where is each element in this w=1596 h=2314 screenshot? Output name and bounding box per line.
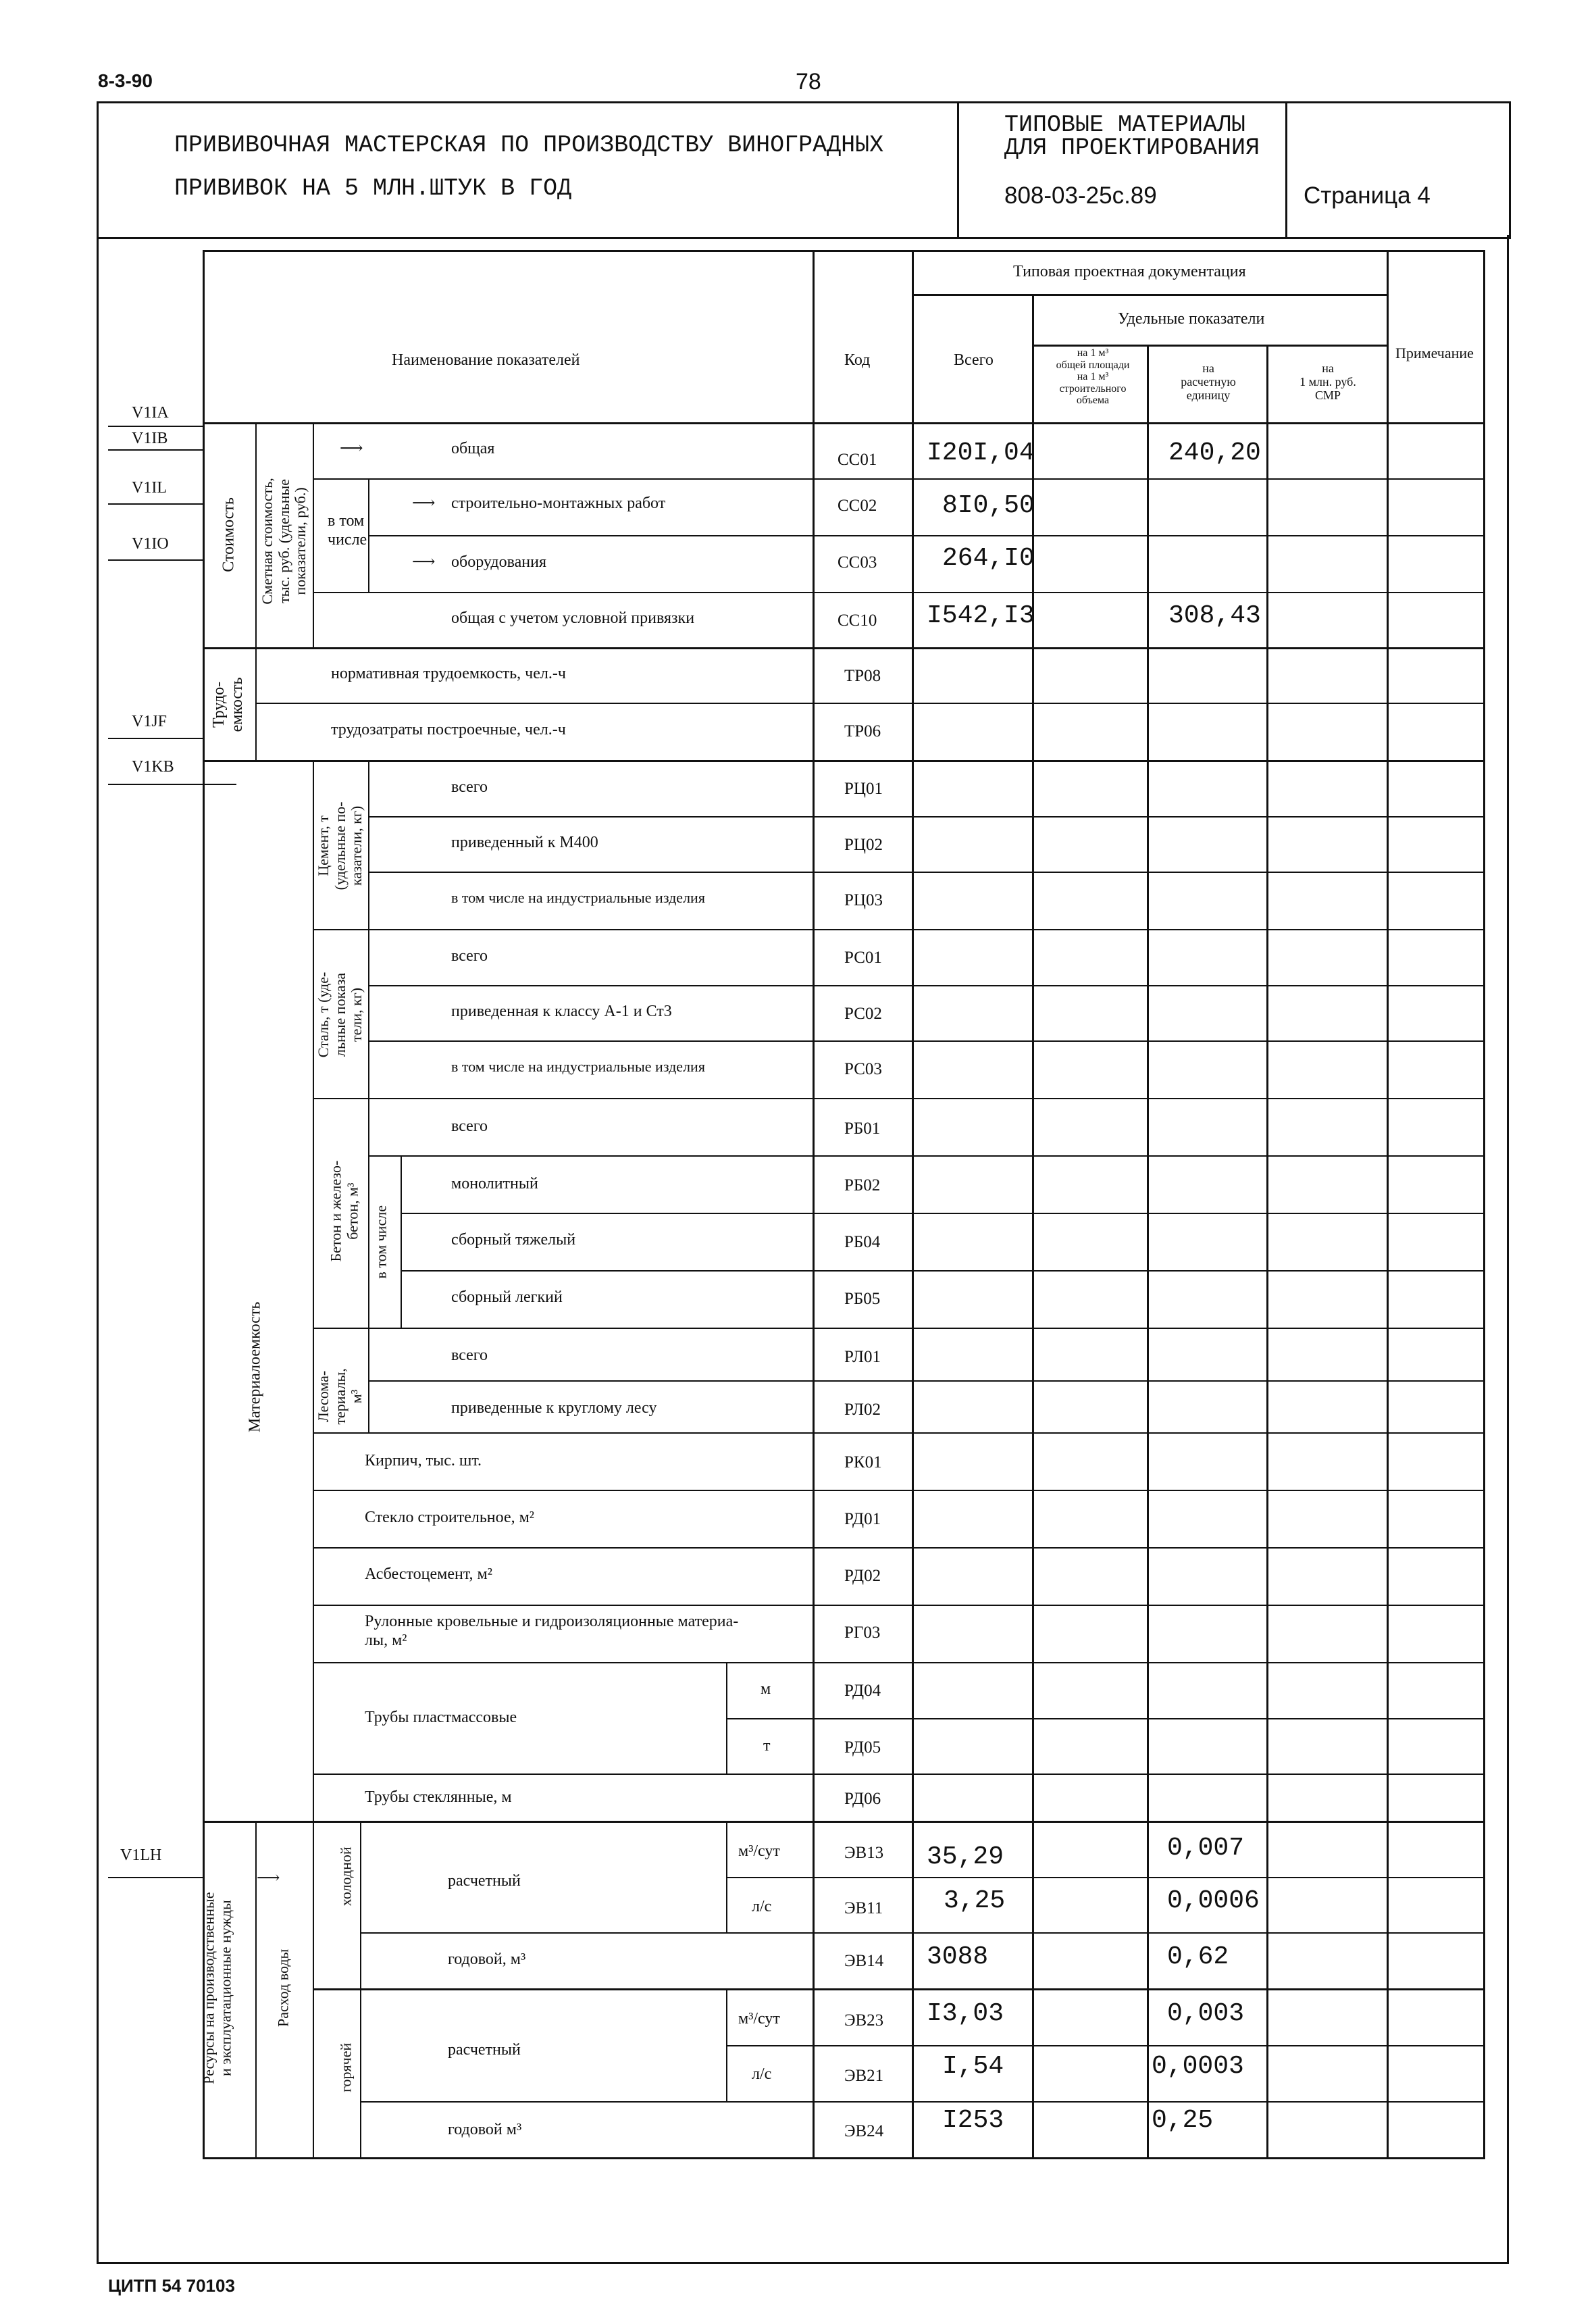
row-rd04-unit: м (761, 1680, 771, 1698)
row-rk01-code: РК01 (844, 1453, 882, 1472)
side-code-v1ib: V1IB (132, 430, 168, 447)
header-tpd: Типовая проектная документация (1013, 263, 1246, 280)
row-ev13-per-unit: 0,007 (1167, 1834, 1245, 1863)
row-cc01-code: СС01 (838, 451, 877, 469)
row-ev14-code: ЭВ14 (844, 1952, 884, 1970)
header-total: Всего (954, 351, 994, 369)
side-code-v1ia: V1IA (132, 404, 169, 422)
row-rd06-code: РД06 (844, 1790, 881, 1808)
group-materials: Материалоемкость (246, 1301, 264, 1433)
row-cc01-total: I20I,04 (927, 438, 1035, 468)
row-rs01-code: РС01 (844, 949, 882, 967)
row-rs02-code: РС02 (844, 1005, 882, 1023)
row-ev14-label: годовой, м³ (448, 1951, 526, 1968)
row-rc01-code: РЦ01 (844, 780, 883, 798)
row-rs01-label: всего (451, 947, 488, 965)
row-ev21-code: ЭВ21 (844, 2067, 884, 2085)
row-rg03-code: РГ03 (844, 1624, 881, 1642)
row-ev11-total: 3,25 (944, 1886, 1006, 1915)
header-per-mln: на 1 млн. руб. СМР (1299, 361, 1356, 402)
header-name: Наименование показателей (392, 351, 580, 369)
document-code: 808-03-25с.89 (1004, 182, 1157, 209)
group-cost: Стоимость (220, 497, 238, 572)
row-ev13-total: 35,29 (927, 1842, 1004, 1871)
row-rl02-code: РЛ02 (844, 1401, 881, 1419)
row-tp06-label: трудозатраты построечные, чел.-ч (331, 721, 566, 738)
row-cc01-label: общая (451, 440, 495, 457)
row-rc03-label: в том числе на индустриальные изделия (451, 889, 705, 906)
row-rc02-code: РЦ02 (844, 836, 883, 854)
row-cc02-total: 8I0,50 (942, 491, 1035, 520)
row-ev23-per-unit: 0,003 (1167, 1999, 1245, 2028)
row-rb02-label: монолитный (451, 1175, 538, 1192)
header-code: Код (844, 351, 871, 369)
row-tp08-code: ТР08 (844, 667, 881, 685)
side-code-v1io: V1IO (132, 535, 169, 553)
row-cc10-label: общая с учетом условной привязки (451, 609, 695, 627)
row-cc10-per-unit: 308,43 (1168, 601, 1261, 630)
header-per-unit: на расчетную единицу (1181, 361, 1236, 402)
row-ev11-per-unit: 0,0006 (1167, 1886, 1260, 1915)
row-ev23-code: ЭВ23 (844, 2011, 884, 2030)
document-title-line2: ПРИВИВОК НА 5 МЛН.ШТУК В ГОД (174, 175, 572, 202)
row-rb01-label: всего (451, 1117, 488, 1135)
row-rb04-code: РБ04 (844, 1233, 881, 1251)
row-rd02-label: Асбестоцемент, м² (365, 1565, 492, 1583)
series-title-line1: ТИПОВЫЕ МАТЕРИАЛЫ (1004, 111, 1246, 139)
group-hot: горячей (337, 2042, 355, 2092)
row-ev21-per-unit: 0,0003 (1152, 2052, 1244, 2081)
row-cc03-code: СС03 (838, 553, 877, 572)
row-rk01-label: Кирпич, тыс. шт. (365, 1452, 482, 1469)
row-rd02-code: РД02 (844, 1567, 881, 1585)
row-tp08-label: нормативная трудоемкость, чел.-ч (331, 665, 566, 682)
side-code-v1lh: V1LH (120, 1846, 162, 1864)
row-ev24-label: годовой м³ (448, 2121, 522, 2138)
row-rb05-code: РБ05 (844, 1290, 881, 1308)
row-cc01-per-unit: 240,20 (1168, 438, 1261, 468)
page-number: 78 (796, 69, 821, 95)
row-cc03-total: 264,I0 (942, 544, 1035, 573)
row-cold-calc-label: расчетный (448, 1872, 521, 1890)
row-pipes-plastic-label: Трубы пластмассовые (365, 1709, 517, 1726)
side-code-v1il: V1IL (132, 479, 167, 497)
row-ev14-total: 3088 (927, 1942, 989, 1971)
row-rb01-code: РБ01 (844, 1120, 881, 1138)
row-ev13-unit: м³/сут (738, 1842, 780, 1860)
title-block (97, 101, 1511, 239)
row-cc02-code: СС02 (838, 497, 877, 515)
row-rl02-label: приведенные к круглому лесу (451, 1399, 657, 1417)
row-rg03-label-line2: лы, м² (365, 1632, 407, 1649)
row-rd05-code: РД05 (844, 1738, 881, 1757)
footer-code: ЦИТП 54 70103 (108, 2275, 235, 2296)
row-rs02-label: приведенная к классу А-1 и Ст3 (451, 1003, 672, 1020)
group-cold: холодной (337, 1846, 355, 1907)
row-rs03-label: в том числе на индустриальные изделия (451, 1058, 705, 1075)
side-code-v1kb: V1KB (132, 758, 174, 776)
header-note: Примечание (1395, 345, 1474, 361)
document-title-line1: ПРИВИВОЧНАЯ МАСТЕРСКАЯ ПО ПРОИЗВОДСТВУ ВИНОГРАДНЫХ (174, 132, 884, 159)
side-code-v1jf: V1JF (132, 713, 168, 730)
row-rb02-code: РБ02 (844, 1176, 881, 1194)
row-rd01-code: РД01 (844, 1510, 881, 1528)
row-ev21-unit: л/с (752, 2065, 772, 2083)
row-rd05-unit: т (763, 1737, 771, 1755)
group-resources: Ресурсы на производственные и эксплуатационные нужды (200, 1892, 234, 2084)
row-rl01-label: всего (451, 1347, 488, 1364)
row-rc03-code: РЦ03 (844, 891, 883, 909)
row-ev24-per-unit: 0,25 (1152, 2106, 1214, 2135)
group-steel: Сталь, т (уде- льные показа тели, кг) (315, 972, 365, 1058)
row-cc10-code: СС10 (838, 611, 877, 630)
row-rd01-label: Стекло строительное, м² (365, 1509, 534, 1526)
group-labor: Трудо- емкость (210, 677, 246, 732)
row-ev14-per-unit: 0,62 (1167, 1942, 1229, 1971)
row-cc10-total: I542,I3 (927, 601, 1035, 630)
row-ev24-total: I253 (942, 2106, 1004, 2135)
row-hot-calc-label: расчетный (448, 2041, 521, 2059)
header-specific: Удельные показатели (1118, 310, 1265, 328)
group-cement: Цемент, т (удельные по- казатели, кг) (315, 801, 365, 890)
row-ev24-code: ЭВ24 (844, 2122, 884, 2140)
row-rb04-label: сборный тяжелый (451, 1231, 576, 1249)
group-timber: Лесома- териалы, м³ (315, 1368, 365, 1425)
top-left-code: 8-3-90 (98, 70, 153, 91)
row-rb05-label: сборный легкий (451, 1288, 563, 1306)
page-label: Страница 4 (1304, 182, 1431, 209)
row-ev11-code: ЭВ11 (844, 1899, 883, 1917)
label-in-total: в том числе (328, 512, 367, 549)
row-cc03-label: оборудования (451, 553, 546, 571)
row-rc01-label: всего (451, 778, 488, 796)
group-water: Расход воды (274, 1948, 292, 2027)
group-concrete: Бетон и железо- бетон, м³ (327, 1160, 361, 1262)
row-ev23-total: I3,03 (927, 1999, 1004, 2028)
row-rl01-code: РЛ01 (844, 1348, 881, 1366)
header-per-m3: на 1 м³ общей площади на 1 м³ строительного объема (1056, 347, 1130, 407)
group-cost-sub: Сметная стоимость, тыс. руб. (удельные показатели, руб.) (259, 478, 309, 605)
row-ev23-unit: м³/сут (738, 2010, 780, 2028)
document-page: 8-3-90 78 ПРИВИВОЧНАЯ МАСТЕРСКАЯ ПО ПРОИЗВОДСТВУ ВИНОГРАДНЫХ ПРИВИВОК НА 5 МЛН.ШТУК В ГОД ТИПОВЫЕ МАТЕРИАЛЫ ДЛЯ ПРОЕКТИРОВАНИЯ 808-03-25с.89 Страница 4 Наименование показателей Код Типовая проектная документация Всего Удельные показатели на 1 м³ общей площади на 1 м³ строительного объема на расчетную единицу на 1 млн. руб. СМР Примечание V1IA V1IB V1IL V1IO V1JF V1KB V1LH Стоимость Сметная стоимость, тыс. руб. (удельные показатели, руб.) в том числе ⟶ общая СС01 I20I,04 240,20 ⟶ строительно-монтажных работ СС02 8I0,50 ⟶ оборудования СС03 264,I0 общая с учетом условной привязки СС10 I542,I3 308,43 Трудо- емкость нормативная трудоемкость, чел.-ч ТР08 трудозатраты построечные, чел.-ч ТР06 Материалоемкость Цемент, т (удельные по- казатели, кг) всего РЦ01 приведенный к М400 РЦ02 в том числе на индустриальные изделия РЦ03 Сталь, т (уде- льные показа тели, кг) всего РС01 приведенная к классу А-1 и Ст3 РС02 в том числе на индустриальные изделия РС03 Бетон и железо- бетон, м³ в том числе всего РБ01 монолитный РБ02 сборный тяжелый РБ04 сборный легкий РБ05 Лесома- териалы, м³ всего РЛ01 приведенные к круглому лесу РЛ02 Кирпич, тыс. шт. РК01 Стекло строительное, м² РД01 Асбестоцемент, м² РД02 Рулонные кровельные и гидроизоляционные материа- лы, м² РГ03 Трубы пластмассовые м РД04 т РД05 Трубы стеклянные, м РД06 Ресурсы на производственные и эксплуатационные нужды Расход воды ⟶ холодной горячей расчетный м³/сут ЭВ13 35,29 0,007 л/с ЭВ11 3,25 0,0006 годовой, м³ ЭВ14 3088 0,62 расчетный м³/сут ЭВ23 I3,03 0,003 л/с ЭВ21 I,54 0,0003 годовой м³ ЭВ24 I253 0,25 ЦИТП 54 70103 (0, 0, 1596, 2314)
row-ev21-total: I,54 (942, 2052, 1004, 2081)
row-tp06-code: ТР06 (844, 722, 881, 740)
series-title-line2: ДЛЯ ПРОЕКТИРОВАНИЯ (1004, 134, 1260, 161)
row-ev13-code: ЭВ13 (844, 1844, 884, 1862)
row-rd04-code: РД04 (844, 1682, 881, 1700)
row-rs03-code: РС03 (844, 1060, 882, 1078)
row-rd06-label: Трубы стеклянные, м (365, 1788, 512, 1806)
row-rc02-label: приведенный к М400 (451, 834, 598, 851)
row-rg03-label-line1: Рулонные кровельные и гидроизоляционные материа- (365, 1613, 739, 1630)
row-ev11-unit: л/с (752, 1898, 772, 1915)
row-cc02-label: строительно-монтажных работ (451, 495, 666, 512)
label-concrete-in: в том числе (372, 1205, 390, 1279)
